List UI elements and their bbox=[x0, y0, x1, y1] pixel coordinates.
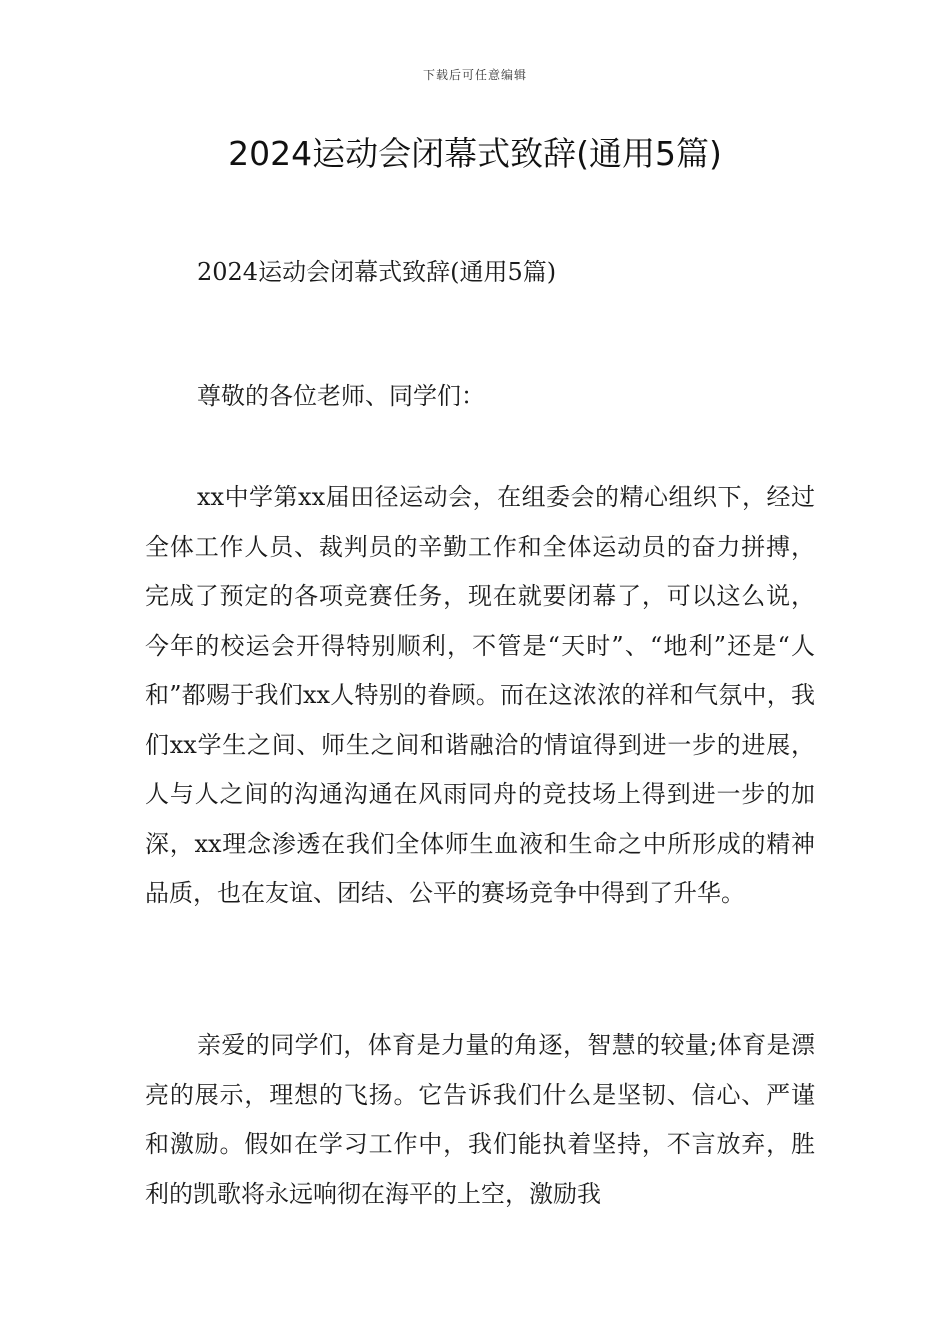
body-paragraph-1: xx中学第xx届田径运动会，在组委会的精心组织下，经过全体工作人员、裁判员的辛勤工作和全体运动员的奋力拼搏，完成了预定的各项竞赛任务，现在就要闭幕了，可以这么说，今年的校运会开得特别顺利，不管是“天时”、“地利”还是“人和”都赐于我们xx人特别的眷顾。而在这浓浓的祥和气氛中，我们xx学生之间、师生之间和谐融洽的情谊得到进一步的进展，人与人之间的沟通沟通在风雨同舟的竞技场上得到进一步的加深，xx理念渗透在我们全体师生血液和生命之中所形成的精神品质，也在友谊、团结、公平的赛场竞争中得到了升华。 bbox=[145, 483, 815, 907]
body-paragraph-2: 亲爱的同学们，体育是力量的角逐，智慧的较量;体育是漂亮的展示，理想的飞扬。它告诉我们什么是坚韧、信心、严谨和激励。假如在学习工作中，我们能执着坚持，不言放弃，胜利的凯歌将永远响彻在海平的上空，激励我 bbox=[145, 1031, 815, 1208]
header-note: 下载后可任意编辑 bbox=[422, 68, 527, 82]
subtitle-paragraph: 2024运动会闭幕式致辞(通用5篇) bbox=[197, 258, 557, 286]
document-title: 2024运动会闭幕式致辞(通用5篇) bbox=[228, 134, 722, 173]
greeting-paragraph: 尊敬的各位老师、同学们： bbox=[197, 382, 485, 410]
